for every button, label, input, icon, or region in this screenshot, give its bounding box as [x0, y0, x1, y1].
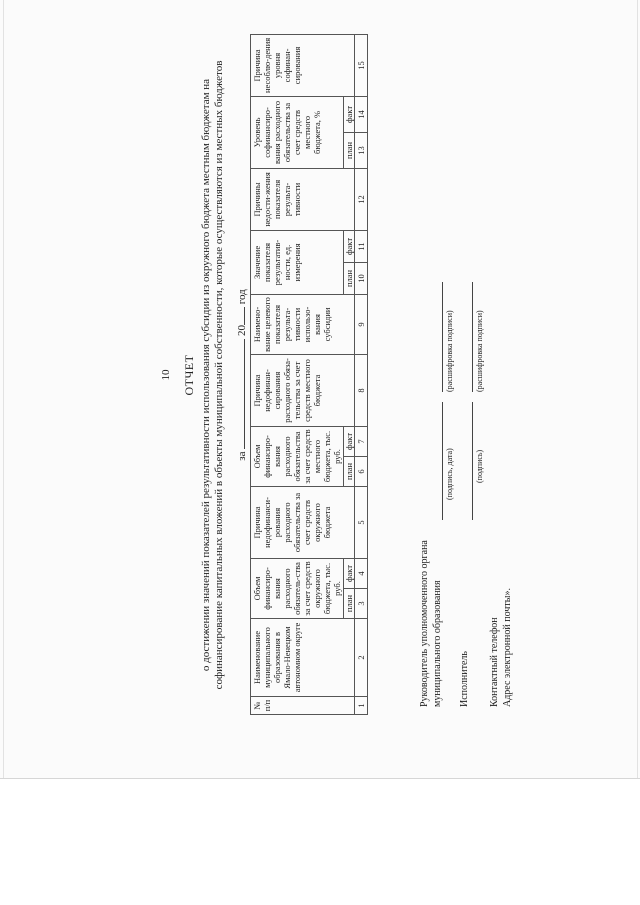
period-suffix: год — [236, 289, 248, 305]
contacts — [488, 588, 514, 707]
period-year: 20 — [236, 325, 248, 337]
header-underfunding-district: Причина недофинанси-рования расходного обязательства за счет средств окружного бюджета — [251, 486, 355, 558]
column-number-row — [355, 34, 368, 714]
header-funding-local: Объем финансиро-вания расходного обязательства за счет средств местного бюджета, тыс. руб. — [251, 426, 344, 486]
period-prefix: за — [236, 451, 248, 461]
subtitle-line-2: софинансирование капитальных вложений в объекты муниципальной собственности, которые осуществляются из местных бюджетов — [213, 60, 225, 690]
column-number: 8 — [355, 354, 368, 426]
column-number: 13 — [355, 132, 368, 168]
header-non-achievement: Причины недости-жения показателя результа-тивности — [251, 168, 355, 230]
subheader-plan: план — [344, 589, 355, 619]
header-indicator-value: Значение показателя результатив-ности, ед. измерения — [251, 230, 344, 294]
header-non-compliance: Причина несоблю-дения уровня софинан-сирования — [251, 34, 355, 96]
column-number: 9 — [355, 294, 368, 354]
caption-decode-1: (расшифровка подписи) — [445, 310, 454, 392]
column-number: 3 — [355, 589, 368, 619]
subheader-plan: план — [344, 262, 355, 294]
header-underfunding-local: Причина недофинан-сирования расходного обяза-тельства за счет средств местного бюджета — [251, 354, 355, 426]
header-no: № п/п — [251, 697, 355, 715]
signature-line-head — [442, 402, 443, 520]
column-number: 14 — [355, 96, 368, 132]
column-number: 6 — [355, 456, 368, 486]
subtitle-line-1: о достижении значений показателей результативности использования субсидии из окружного бюджета местным бюджетам на — [200, 78, 212, 672]
contact-email-label: Адрес электронной почты». — [502, 588, 513, 707]
subheader-fact: факт — [344, 96, 355, 132]
column-number: 15 — [355, 34, 368, 96]
column-number: 7 — [355, 426, 368, 456]
column-number: 10 — [355, 262, 368, 294]
decode-line-executor — [472, 282, 473, 392]
contact-phone-label: Контактный телефон — [489, 617, 500, 707]
head-label-line-1: Руководитель уполномоченного органа — [419, 540, 430, 707]
period-year-blank — [235, 307, 245, 325]
subheader-plan: план — [344, 132, 355, 168]
report-subtitle — [200, 35, 226, 715]
header-municipality: Наименование муниципального образования в Ямало-Ненецком автономном округе — [251, 619, 355, 697]
table-header-row — [251, 34, 344, 714]
report-title: ОТЧЕТ — [182, 354, 196, 396]
subheader-plan: план — [344, 456, 355, 486]
column-number: 11 — [355, 230, 368, 262]
decode-line-head — [442, 282, 443, 392]
report-period — [235, 25, 248, 725]
executor-label: Исполнитель — [459, 651, 470, 707]
page-edge-left — [3, 0, 4, 778]
report-table — [250, 34, 368, 715]
subheader-fact: факт — [344, 558, 355, 588]
signature-line-executor — [472, 402, 473, 520]
column-number: 12 — [355, 168, 368, 230]
page-number: 10 — [160, 369, 172, 381]
subheader-fact: факт — [344, 230, 355, 262]
caption-sign-date: (подпись, дата) — [445, 448, 454, 500]
head-of-authority-label — [418, 540, 444, 707]
column-number: 1 — [355, 697, 368, 715]
column-number: 2 — [355, 619, 368, 697]
header-cofinancing-level: Уровень софинансиро-вания расходного обязательства за счет средств местного бюджета, % — [251, 96, 344, 168]
caption-decode-2: (расшифровка подписи) — [475, 310, 484, 392]
page-edge-right — [637, 0, 638, 778]
head-label-line-2: муниципального образования — [432, 580, 443, 707]
period-blank — [235, 339, 245, 449]
caption-sign: (подпись) — [475, 449, 484, 483]
column-number: 4 — [355, 558, 368, 588]
rotated-page-content — [160, 25, 520, 725]
subheader-fact: факт — [344, 426, 355, 456]
header-indicator-name: Наимено-вание целевого показателя результа-тивности использо-вания субсидии — [251, 294, 355, 354]
column-number: 5 — [355, 486, 368, 558]
header-funding-district: Объем финансиро-вания расходного обязатель-ства за счет средств окружного бюджета, тыс. руб. — [251, 558, 344, 618]
